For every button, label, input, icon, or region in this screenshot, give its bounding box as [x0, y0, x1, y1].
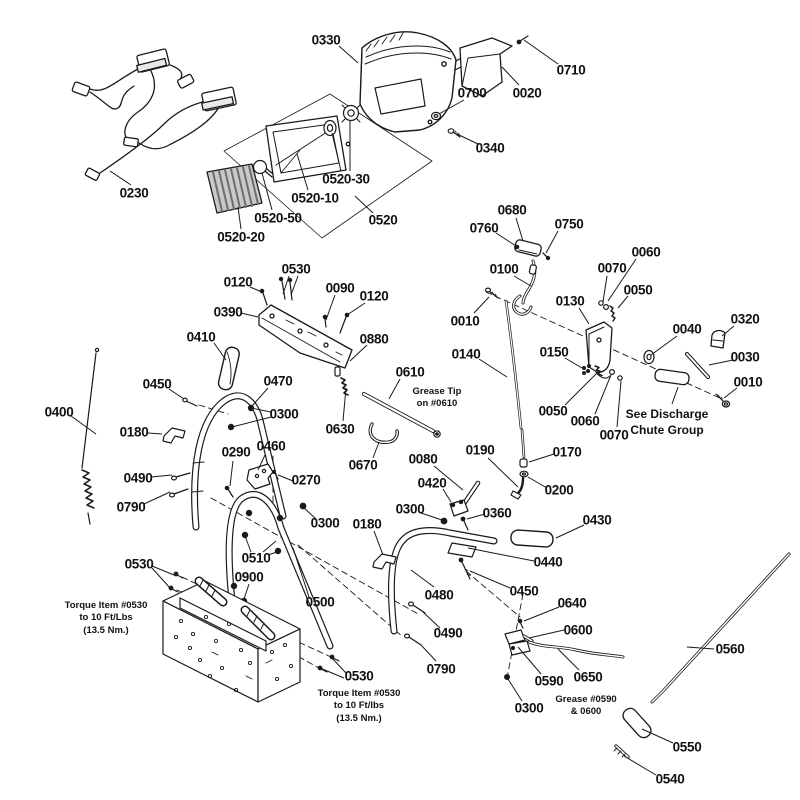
leader-line [71, 416, 96, 434]
lever-0080-drawing [450, 483, 478, 516]
cable-end-0170-0200-0190-drawing [511, 430, 528, 499]
torque-note-bottom-line: Torque Item #0530 [317, 688, 401, 699]
leader-line [565, 371, 599, 405]
wiring-harness-drawing [72, 49, 237, 181]
part-callout-0010: 0010 [450, 313, 480, 329]
pin-0880-drawing [335, 367, 340, 376]
leader-line [556, 525, 584, 538]
rod-0030-drawing [687, 354, 708, 377]
rod-0560-drawing [652, 554, 789, 702]
leader-line [110, 171, 131, 185]
leader-line [468, 548, 534, 561]
grease-note-bottom [555, 694, 616, 719]
part-callout-0530: 0530 [281, 261, 311, 277]
grip-0430-drawing [510, 530, 553, 548]
screw-0710-drawing [517, 36, 528, 44]
part-callout-0470: 0470 [263, 373, 293, 389]
part-callout-0520-50: 0520-50 [254, 210, 302, 226]
part-callout-0020: 0020 [512, 85, 542, 101]
leader-line [244, 584, 249, 599]
rod-0400-drawing [82, 348, 99, 524]
part-callout-0440: 0440 [533, 554, 563, 570]
bolt-0790-bottom-drawing [405, 634, 421, 645]
torque-note-left-line: to 10 Ft/Lbs [79, 612, 133, 624]
leader-line [558, 649, 579, 670]
part-callout-0590: 0590 [534, 673, 564, 689]
part-callout-0070: 0070 [599, 427, 629, 443]
torque-note-bottom-line: (13.5 Nm.) [336, 712, 382, 724]
torque-note-left-line: (13.5 Nm.) [83, 624, 129, 636]
torque-note-left-line: Torque Item #0530 [64, 600, 148, 611]
part-callout-0270: 0270 [291, 472, 321, 488]
leader-line [496, 233, 516, 246]
part-callout-0330: 0330 [311, 32, 341, 48]
leader-line [651, 336, 677, 355]
discharge-chute-note-line: Chute Group [630, 422, 704, 437]
bracket-0590-drawing [505, 630, 530, 655]
bolt-0300-bottom-drawing [505, 675, 510, 680]
leader-line [479, 359, 507, 377]
part-callout-0340: 0340 [475, 140, 505, 156]
part-callout-0060: 0060 [570, 413, 600, 429]
leader-line [546, 231, 558, 253]
leader-line [617, 381, 621, 427]
leader-line [565, 358, 582, 368]
leader-line [722, 326, 734, 336]
screw-0090-drawing [323, 315, 326, 327]
part-callout-0520-30: 0520-30 [322, 171, 370, 187]
part-callout-0900: 0900 [234, 569, 264, 585]
leader-line [326, 295, 335, 320]
screws-0530-left-drawing [169, 572, 183, 592]
grease-tip-note [413, 386, 462, 411]
part-callout-0300: 0300 [269, 406, 299, 422]
leader-line [389, 379, 400, 399]
leader-line [529, 454, 554, 462]
part-callout-0050: 0050 [538, 403, 568, 419]
leader-line [514, 276, 531, 286]
bracket-0130-drawing [586, 322, 612, 378]
part-callout-0290: 0290 [221, 444, 251, 460]
part-callout-0390: 0390 [213, 304, 243, 320]
part-callout-0480: 0480 [424, 587, 454, 603]
leader-line [293, 548, 309, 597]
bolt-0790-left-drawing [170, 489, 188, 497]
part-callout-0790: 0790 [426, 661, 456, 677]
torque-note-bottom-line: to 10 Ft/lbs [333, 700, 385, 712]
screw-0290-drawing [225, 486, 233, 497]
part-callout-0520-10: 0520-10 [291, 190, 339, 206]
bolt-0490-left-drawing [172, 473, 190, 480]
discharge-chute-note [626, 407, 709, 438]
part-callout-0530: 0530 [124, 556, 154, 572]
part-callout-0410: 0410 [186, 329, 216, 345]
part-callout-0400: 0400 [44, 404, 74, 420]
bracket-0390-drawing [259, 305, 352, 368]
leader-line [373, 442, 379, 458]
part-callout-0150: 0150 [539, 344, 569, 360]
leader-line [320, 668, 344, 678]
bolt-0010-right-drawing [716, 394, 730, 407]
part-callout-0880: 0880 [359, 331, 389, 347]
leader-line [374, 531, 383, 555]
part-callout-0490: 0490 [433, 625, 463, 641]
leader-line [421, 645, 436, 661]
leader-line [262, 173, 272, 210]
part-callout-0650: 0650 [573, 669, 603, 685]
part-callout-0450: 0450 [509, 583, 539, 599]
lever-0680-drawing [514, 239, 550, 259]
grease-note-bottom-line: Grease #0590 [555, 694, 617, 705]
torque-note-bottom [318, 688, 401, 725]
leader-line [529, 630, 564, 638]
clip-0670-drawing [370, 424, 397, 442]
part-callout-0600: 0600 [563, 622, 593, 638]
leader-line [443, 489, 451, 502]
part-callout-0120: 0120 [223, 274, 253, 290]
part-callout-0010: 0010 [733, 374, 763, 390]
bolt-0490-bottom-drawing [409, 602, 425, 613]
part-callout-0560: 0560 [715, 641, 745, 657]
bracket-0460-drawing [247, 464, 273, 489]
part-callout-0060: 0060 [631, 244, 661, 260]
part-callout-0070: 0070 [597, 260, 627, 276]
cable-0650-drawing [529, 642, 623, 657]
torque-note-left [65, 600, 148, 637]
leader-line [508, 679, 522, 701]
leader-line [144, 492, 170, 504]
leader-line [724, 388, 737, 398]
part-callout-0320: 0320 [730, 311, 760, 327]
part-callout-0790: 0790 [116, 499, 146, 515]
leader-line [524, 607, 559, 621]
discharge-chute-note-line: See Discharge [625, 407, 709, 421]
leader-line [252, 388, 268, 406]
leader-line [230, 461, 233, 486]
leader-line [339, 46, 358, 63]
part-callout-0120: 0120 [359, 288, 389, 304]
screws-0530-top-drawing [279, 277, 292, 300]
part-callout-0450: 0450 [142, 376, 172, 392]
part-callout-0500: 0500 [305, 594, 335, 610]
plate-0440-drawing [448, 543, 476, 557]
part-callout-0460: 0460 [256, 438, 286, 454]
part-callout-0430: 0430 [582, 512, 612, 528]
part-callout-0510: 0510 [241, 550, 271, 566]
part-callout-0040: 0040 [672, 321, 702, 337]
part-callout-0610: 0610 [395, 364, 425, 380]
part-callout-0490: 0490 [123, 470, 153, 486]
leader-line [148, 433, 162, 434]
crank-handle-piece-drawing [654, 369, 689, 386]
part-callout-0170: 0170 [552, 444, 582, 460]
part-callout-0190: 0190 [465, 442, 495, 458]
part-callout-0300: 0300 [395, 501, 425, 517]
leader-line [488, 458, 518, 487]
leader-line [672, 387, 678, 404]
part-callout-0670: 0670 [348, 457, 378, 473]
part-callout-0030: 0030 [730, 349, 760, 365]
part-callout-0700: 0700 [457, 85, 487, 101]
part-callout-0750: 0750 [554, 216, 584, 232]
right-handlebar-drawing [391, 531, 494, 631]
cable-0140-drawing [506, 301, 521, 428]
spring-0630-drawing [341, 378, 348, 395]
bolt-0300-right-drawing [441, 518, 447, 524]
leader-line [152, 566, 174, 575]
leader-line [474, 297, 489, 313]
part-callout-0360: 0360 [482, 505, 512, 521]
part-callout-0520-20: 0520-20 [217, 229, 265, 245]
part-callout-0300: 0300 [514, 700, 544, 716]
leader-line [347, 303, 365, 315]
leader-line [595, 375, 611, 414]
washer-0040-drawing [644, 351, 654, 364]
rod-0450-bottom-drawing [459, 558, 470, 579]
part-callout-0530: 0530 [344, 668, 374, 684]
part-callout-0300: 0300 [310, 515, 340, 531]
grease-note-bottom-line: & 0600 [570, 706, 602, 718]
clip-0180-left-drawing [163, 428, 185, 443]
screw-0360-drawing [461, 517, 468, 530]
hardware-0050-0060-0070-top-drawing [599, 301, 615, 321]
leader-line [618, 296, 628, 308]
part-callout-0630: 0630 [325, 421, 355, 437]
part-callout-0180: 0180 [352, 516, 382, 532]
leader-line [524, 40, 558, 64]
screws-0530-bottom-drawing [318, 655, 339, 672]
leader-line [350, 345, 367, 361]
leader-line [241, 313, 258, 317]
leader-line [579, 308, 589, 324]
leader-line [709, 360, 733, 365]
tip-0540-drawing [614, 746, 628, 757]
part-callout-0130: 0130 [555, 293, 585, 309]
leader-line [151, 475, 172, 477]
headlight-bulb-drawing [254, 161, 274, 178]
leader-line [232, 417, 271, 427]
part-callout-0100: 0100 [489, 261, 519, 277]
part-callout-0420: 0420 [417, 475, 447, 491]
part-callout-0680: 0680 [497, 202, 527, 218]
leader-line [152, 568, 170, 588]
headlight-washer-nut-drawing [324, 105, 360, 136]
knob-0320-drawing [711, 331, 725, 348]
part-callout-0230: 0230 [119, 185, 149, 201]
screw-0120-right-drawing [340, 313, 349, 333]
part-callout-0550: 0550 [672, 739, 702, 755]
part-callout-0640: 0640 [557, 595, 587, 611]
part-callout-0520: 0520 [368, 212, 398, 228]
grease-tip-note-line: on #0610 [416, 398, 458, 410]
leader-line [624, 756, 656, 775]
grease-tip-note-line: Grease Tip [412, 386, 462, 397]
headlight-lens-drawing [207, 164, 262, 213]
part-callout-0710: 0710 [556, 62, 586, 78]
screw-0450-left-drawing [183, 398, 197, 406]
part-callout-0540: 0540 [655, 771, 685, 787]
screw-0640-drawing [518, 619, 523, 628]
mounting-plate-drawing [163, 581, 300, 702]
part-callout-0090: 0090 [325, 280, 355, 296]
dash-panel-drawing [360, 32, 472, 132]
leader-line [411, 570, 434, 587]
leader-line [283, 276, 289, 294]
screw-0340-drawing [448, 129, 460, 137]
leader-line [516, 218, 523, 241]
sleeve-0550-drawing [620, 706, 653, 741]
leader-line [291, 276, 298, 295]
part-callout-0180: 0180 [119, 424, 149, 440]
part-callout-0760: 0760 [469, 220, 499, 236]
leader-line [238, 207, 241, 229]
leader-line [214, 343, 226, 360]
leader-line [502, 67, 519, 85]
part-callout-0050: 0050 [623, 282, 653, 298]
part-callout-0200: 0200 [544, 482, 574, 498]
leader-line [603, 276, 607, 302]
part-callout-0080: 0080 [408, 451, 438, 467]
part-callout-0140: 0140 [451, 346, 481, 362]
